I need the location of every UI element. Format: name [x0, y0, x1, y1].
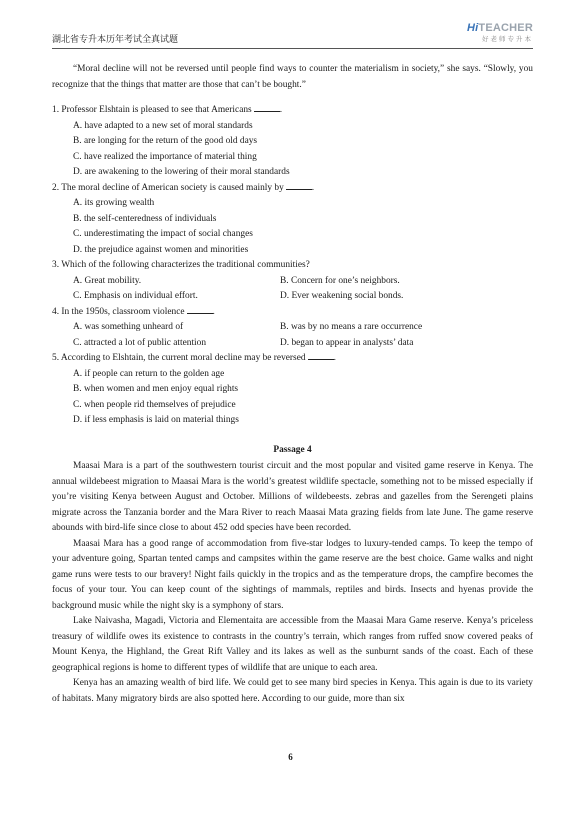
- page-number: 6: [288, 752, 293, 762]
- logo-subtitle: 好老师专升本: [482, 35, 533, 43]
- question-4: 4. In the 1950s, classroom violence . A. was something unheard of B. was by no means a rare occurrence C. attracted a lot of public attention D. began to appear in analysts’ data: [52, 305, 533, 352]
- answer-blank: [254, 103, 280, 112]
- option-b: B. was by no means a rare occurrence: [280, 322, 423, 332]
- page-content: [52, 62, 533, 707]
- option-c: C. underestimating the impact of social changes: [73, 229, 253, 239]
- intro-paragraph: “Moral decline will not be reversed until people find ways to counter the materialism in society,” she says. “Slowly, you recognize that the things that matter are those that can’t be bought.”: [52, 64, 533, 90]
- option-b: B. Concern for one’s neighbors.: [280, 275, 400, 286]
- passage-paragraph: Maasai Mara has a good range of accommodation from five-star lodges to luxury-tended camps. To keep the tempo of your adventure going, Spartan tented camps and campsites within the game reserve are the best choice. Game walks and night game runs were tests to our bravery! Night fails quickly in the tropics and as the temperature drops, the campfire becomes the focus of your tour. You can keep count of the sightings of mammals, reptiles and birds. Insects and hyenas provide the background music while the night sky is a symphony of stars.: [52, 538, 533, 611]
- question-stem: 5. According to Elshtain, the current moral decline may be reversed: [52, 353, 306, 363]
- page-header: [52, 22, 533, 49]
- question-1: 1. Professor Elshtain is pleased to see that Americans . A. have adapted to a new set of moral standards B. are longing for the return of the good old days C. have realized the importance of material thing D. are awakening to the lowering of their moral standards: [52, 103, 533, 181]
- option-d: D. Ever weakening social bonds.: [280, 291, 404, 301]
- answer-blank: [187, 305, 213, 314]
- option-a: A. its growing wealth: [73, 198, 155, 208]
- option-d: D. are awakening to the lowering of their moral standards: [73, 167, 290, 177]
- option-b: B. when women and men enjoy equal rights: [73, 384, 239, 394]
- header-title: 湖北省专升本历年考试全真试题: [52, 35, 179, 45]
- option-c: C. Emphasis on individual effort.: [73, 291, 198, 301]
- answer-blank: [308, 351, 334, 360]
- option-c: C. attracted a lot of public attention: [73, 337, 207, 348]
- option-a: A. if people can return to the golden age: [73, 368, 225, 379]
- option-c: C. when people rid themselves of prejudice: [73, 399, 236, 410]
- option-d: D. if less emphasis is laid on material things: [73, 415, 239, 425]
- option-d: D. the prejudice against women and minorities: [73, 244, 249, 255]
- answer-blank: [286, 181, 312, 190]
- teacher-logo: [467, 22, 533, 44]
- question-stem: 1. Professor Elshtain is pleased to see that Americans: [52, 105, 252, 115]
- option-a: A. have adapted to a new set of moral standards: [73, 120, 253, 131]
- passage-paragraph: Kenya has an amazing wealth of bird life. We could get to see many bird species in Kenya. This again is due to its variety of habitats. Many migratory birds are also spotted here. According to our guide, more than six: [52, 678, 533, 704]
- question-2: 2. The moral decline of American society is caused mainly by . A. its growing wealth B. the self-centeredness of individuals C. underestimating the impact of social changes D. the prejudice against women and minorities: [52, 181, 533, 259]
- option-b: B. the self-centeredness of individuals: [73, 213, 217, 224]
- option-d: D. began to appear in analysts’ data: [280, 337, 414, 348]
- question-3: [52, 258, 533, 305]
- option-a: A. Great mobility.: [73, 275, 142, 286]
- question-stem: 2. The moral decline of American society is caused mainly by: [52, 182, 284, 193]
- passage-title: Passage 4: [273, 444, 312, 455]
- question-stem: 4. In the 1950s, classroom violence: [52, 306, 185, 317]
- question-stem: 3. Which of the following characterizes the traditional communities?: [52, 260, 310, 270]
- option-b: B. are longing for the return of the good old days: [73, 136, 258, 146]
- option-a: A. was something unheard of: [73, 322, 184, 332]
- option-c: C. have realized the importance of material thing: [73, 151, 257, 162]
- passage-paragraph: Lake Naivasha, Magadi, Victoria and Elementaita are accessible from the Maasai Mara Game reserve. Kenya’s priceless treasury of wildlife owes its existence to contrasts in the country’s terrain, which ranges from ruffed snow covered peaks of Mount Kenya, the Highland, the Great Rift Valley and its lakes as well as the sunburnt sands of the coast. Each of these geographical regions is home to different types of wildlife that are unique to each area.: [52, 616, 533, 673]
- hi-logo-mark: Hi: [467, 22, 479, 34]
- question-5: 5. According to Elshtain, the current moral decline may be reversed . A. if people can return to the golden age B. when women and men enjoy equal rights C. when people rid themselves of prejudice D. if less emphasis is laid on material things: [52, 351, 533, 429]
- passage-paragraph: Maasai Mara is a part of the southwestern tourist circuit and the most popular and visited game reserve in Kenya. The annual wildebeest migration to Maasai Mara is the world’s greatest wildlife spectacle, something not to be missed especially if you’re visiting Kenya between August and October. Millions of wildebeests. zebras and gazelles from the Serengeti plains migrate across the Tanzania border and the Mara River to reach Maasai Mata grazing fields from late June. The game reserve abounds with bird-life since close to about 452 odd species have been recorded.: [52, 461, 533, 533]
- logo-main-text: TEACHER: [478, 22, 533, 34]
